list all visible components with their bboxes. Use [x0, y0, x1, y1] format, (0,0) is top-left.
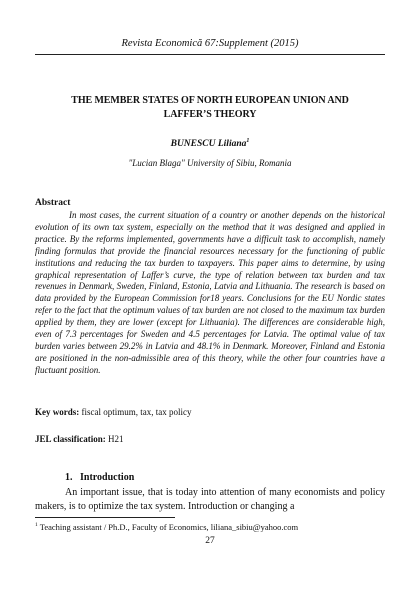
- jel-label: JEL classification:: [35, 434, 106, 444]
- section-heading: [65, 472, 134, 483]
- section-title: Introduction: [80, 472, 135, 483]
- footnote-rule: [35, 517, 175, 518]
- affiliation: "Lucian Blaga" University of Sibiu, Romania: [128, 158, 292, 168]
- footnote: [35, 522, 385, 532]
- keywords: [35, 407, 385, 417]
- title-line-1: THE MEMBER STATES OF NORTH EUROPEAN UNION AND: [71, 95, 349, 106]
- jel-classification: [35, 434, 385, 444]
- introduction-paragraph: An important issue, that is today into attention of many economists and policy makers, is to optimize the tax system. Introduction or changing a: [35, 487, 385, 512]
- keywords-label: Key words:: [35, 407, 80, 417]
- running-head: Revista Economică 67:Supplement (2015): [121, 38, 299, 49]
- section-number: 1.: [65, 472, 73, 483]
- author: [0, 138, 420, 149]
- title-line-2: LAFFER’S THEORY: [163, 109, 257, 120]
- footnote-mark: 1: [35, 522, 38, 529]
- author-footnote-mark: 1: [246, 138, 250, 144]
- author-name: BUNESCU Liliana: [170, 139, 247, 150]
- footnote-text: Teaching assistant / Ph.D., Faculty of Economics, liliana_sibiu@yahoo.com: [39, 522, 299, 532]
- paper-title: [40, 94, 380, 122]
- page-number: 27: [205, 536, 215, 546]
- keywords-value: fiscal optimum, tax, tax policy: [81, 407, 192, 417]
- header-rule: [35, 54, 385, 55]
- abstract-text: In most cases, the current situation of a country or another depends on the historical evolution of its own tax system, especially on the method that it was designed and applied in practice. By the reforms implemented, governments have a difficult task to accomplish, namely finding formulas that provide the financial resources necessary for the functioning of public institutions and reducing the tax burden to taxpayers. This paper aims to determine, by using graphical representation of Laffer’s curve, the type of relation between tax burden and tax revenues in Denmark, Sweden, Finland, Estonia, Latvia and Lithuania. The research is based on data provided by the European Commission for18 years. Conclusions for the EU Nordic states refer to the fact that the optimum values of tax burden are not closed to the maximum tax burden applied by them, they are lower (except for Lithuania). The differences are considerable high, even of 7.3 percentages for Sweden and 4.5 percentages for Latvia. The optimal value of tax burden varies between 29.2% in Latvia and 48.1% in Denmark. Moreover, Finland and Estonia are positioned in the non-admissible area of this theory, while the other four countries have a fluctuant position.: [35, 210, 385, 375]
- abstract-heading: Abstract: [35, 198, 71, 208]
- jel-value: H21: [108, 434, 124, 444]
